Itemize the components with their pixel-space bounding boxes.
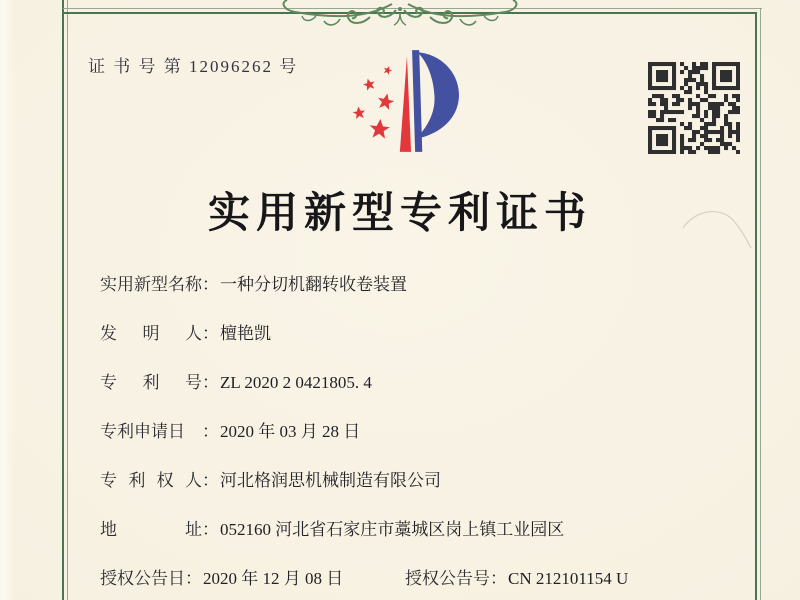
page-left-edge — [0, 0, 16, 600]
field-colon: ： — [202, 373, 219, 392]
field-value: 052160 河北省石家庄市藁城区岗上镇工业园区 — [220, 520, 565, 539]
qr-code-icon — [648, 62, 740, 154]
china-patent-office-logo-icon — [352, 50, 464, 152]
field-colon: ： — [202, 520, 219, 539]
field-colon: ： — [202, 324, 219, 343]
field-colon: ： — [202, 275, 219, 294]
field-label: 专利号 — [100, 373, 202, 392]
certificate-number: 证 书 号 第 12096262 号 — [88, 57, 299, 76]
field-row — [100, 419, 760, 445]
field-value: 河北格润思机械制造有限公司 — [220, 471, 441, 490]
grant-date-pair — [100, 566, 343, 592]
frame-left-thin-line — [67, 0, 68, 600]
field-colon: ： — [185, 569, 202, 588]
field-row — [100, 468, 760, 494]
footer-row — [100, 566, 760, 592]
field-label: 发明人 — [100, 324, 202, 343]
field-label: 专利申请日 — [100, 422, 185, 441]
field-label: 授权公告日 — [100, 569, 185, 588]
field-row — [100, 370, 760, 396]
frame-left-line — [62, 0, 64, 600]
field-row — [100, 321, 760, 347]
field-value: 2020 年 03 月 28 日 — [220, 422, 361, 441]
field-label: 授权公告号 — [405, 569, 490, 588]
field-value: 檀艳凯 — [220, 324, 271, 343]
page-title: 实用新型专利证书 — [207, 191, 592, 237]
field-label: 专利权人 — [100, 471, 202, 490]
grant-number-pair — [405, 566, 628, 592]
field-colon: ： — [202, 422, 219, 441]
field-colon: ： — [202, 471, 219, 490]
green-scrollwork-flourish-icon — [280, 0, 520, 30]
field-colon: ： — [490, 569, 507, 588]
certificate-fields — [100, 272, 760, 592]
field-value: CN 212101154 U — [508, 569, 629, 588]
field-value: 2020 年 12 月 08 日 — [203, 569, 344, 588]
field-value: ZL 2020 2 0421805. 4 — [220, 373, 372, 392]
field-row — [100, 272, 760, 298]
field-row — [100, 517, 760, 543]
field-label: 实用新型名称 — [100, 275, 202, 294]
frame-right-thin-line — [760, 8, 761, 600]
field-value: 一种分切机翻转收卷装置 — [220, 275, 407, 294]
field-label: 地址 — [100, 520, 202, 539]
